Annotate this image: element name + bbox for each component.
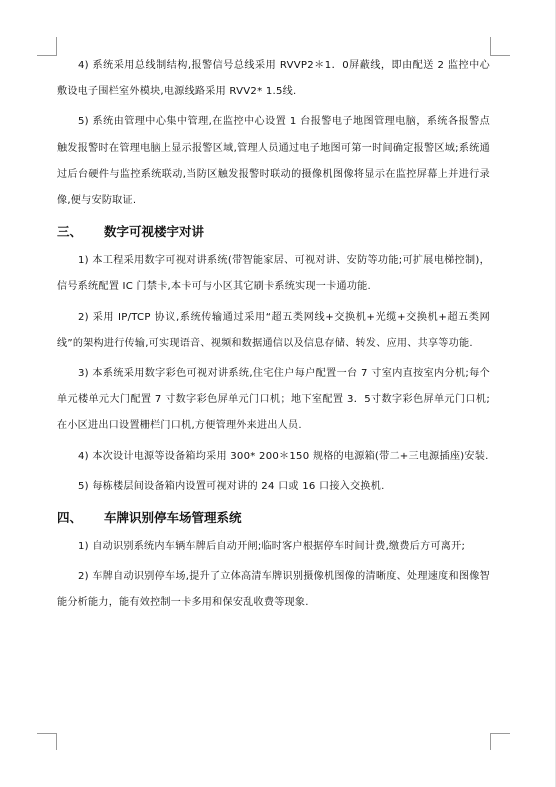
paragraph: 2) 车牌自动识别停车场,提升了立体高清车牌识别摄像机图像的清晰度、处理速度和图像智能分析能力，能有效控制一卡多用和保安乱收费等现象. [57,571,490,609]
section-title: 车牌识别停车场管理系统 [104,510,242,526]
paragraph: 4) 系统采用总线制结构,报警信号总线采用 RVVP2＊1．0屏蔽线，即由配送 2 监控中心敷设电子围栏室外模块,电源线路采用 RVV2* 1.5线. [57,60,490,98]
section-number: 四、 [57,510,83,526]
corner-mark-bottom-left [37,733,57,750]
section-heading-3 [57,218,490,246]
corner-mark-top-left [37,37,57,56]
paragraph: 5) 系统由管理中心集中管理,在监控中心设置 1 台报警电子地图管理电脑，系统各报警点触发报警时在管理电脑上显示报警区域,管理人员通过电子地图可第一时间确定报警区域;系统通过后台硬件与监控系统联动,当防区触发报警时联动的摄像机图像将显示在监控屏幕上并进行录像,便与安防取证. [57,116,490,207]
paragraph: 1) 本工程采用数字可视对讲系统(带智能家居、可视对讲、安防等功能;可扩展电梯控制)，信号系统配置 IC 门禁卡,本卡可与小区其它刷卡系统实现一卡通功能. [57,255,490,293]
paragraph: 2) 采用 IP/TCP 协议,系统传输通过采用“超五类网线+交换机+光缆+交换机+超五类网线”的架构进行传输,可实现语音、视频和数据通信以及信息存储、转发、应用、共享等功能. [57,311,490,349]
paragraph: 3) 本系统采用数字彩色可视对讲系统,住宅住户每户配置一台 7 寸室内直按室内分机;每个单元楼单元大门配置 7 寸数字彩色屏单元门口机；地下室配置 3．5寸数字彩色屏单元门口机;在小区进出口设置栅栏门口机,方便管理外来进出人员. [57,368,490,432]
paragraph: 1) 自动识别系统内车辆车牌后自动开闸;临时客户根据停车时间计费,缴费后方可离开; [78,541,466,553]
corner-mark-top-right [490,37,510,56]
paragraph: 4) 本次设计电源等设备箱均采用 300* 200＊150 规格的电源箱(带二+三电源插座)安装. [78,450,489,462]
paragraph: 5) 每栋楼层间设备箱内设置可视对讲的 24 口或 16 口接入交换机. [78,480,385,492]
document-body [57,53,490,621]
section-heading-4 [57,504,490,532]
section-number: 三、 [57,224,83,240]
corner-mark-bottom-right [490,733,510,750]
section-title: 数字可视楼宇对讲 [104,224,205,240]
